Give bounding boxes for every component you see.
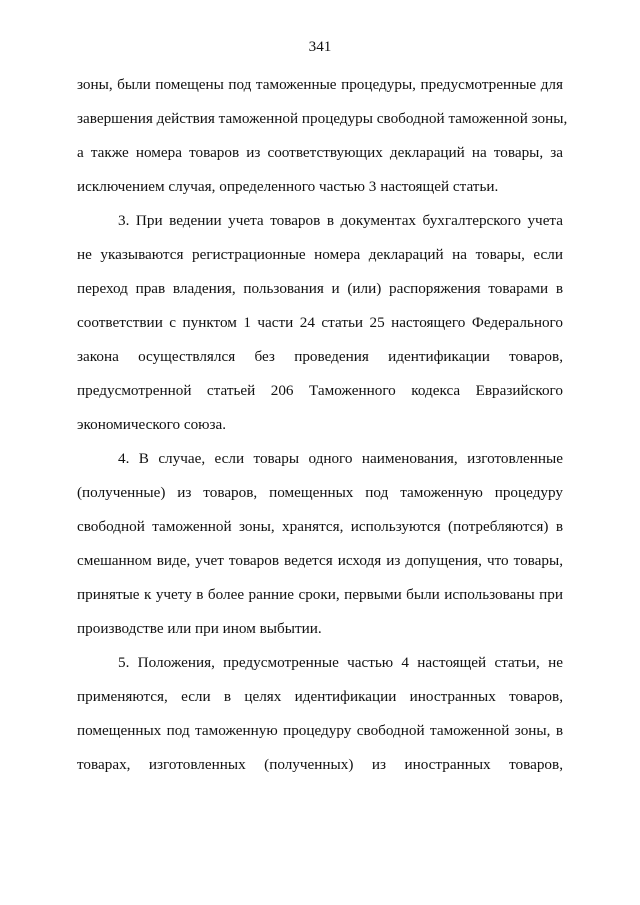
text-line: зоны, были помещены под таможенные процедуры, предусмотренные для — [77, 76, 563, 93]
text-line: экономического союза. — [77, 416, 227, 433]
paragraph-4 — [77, 442, 563, 646]
text-line: предусмотренной статьей 206 Таможенного кодекса Евразийского — [77, 382, 563, 399]
text-line: завершения действия таможенной процедуры свободной таможенной зоны, — [77, 110, 568, 127]
text-line: товарах, изготовленных (полученных) из иностранных товаров, — [77, 756, 563, 773]
paragraph-5 — [77, 646, 563, 782]
text-line: смешанном виде, учет товаров ведется исходя из допущения, что товары, — [77, 552, 563, 569]
text-line: а также номера товаров из соответствующих деклараций на товары, за — [77, 144, 563, 161]
text-line: 5. Положения, предусмотренные частью 4 настоящей статьи, не — [118, 654, 563, 671]
page-number: 341 — [308, 38, 332, 55]
text-line: помещенных под таможенную процедуру свободной таможенной зоны, в — [77, 722, 563, 739]
text-line: переход прав владения, пользования и (или) распоряжения товарами в — [77, 280, 563, 297]
text-line: 4. В случае, если товары одного наименования, изготовленные — [118, 450, 563, 467]
text-line: исключением случая, определенного частью 3 настоящей статьи. — [77, 178, 499, 195]
text-line: (полученные) из товаров, помещенных под таможенную процедуру — [77, 484, 563, 501]
text-line: свободной таможенной зоны, хранятся, используются (потребляются) в — [77, 518, 563, 535]
text-line: не указываются регистрационные номера деклараций на товары, если — [77, 246, 563, 263]
text-line: 3. При ведении учета товаров в документах бухгалтерского учета — [118, 212, 563, 229]
paragraph-continuation — [77, 68, 568, 204]
paragraph-3 — [77, 204, 563, 442]
text-line: соответствии с пунктом 1 части 24 статьи 25 настоящего Федерального — [77, 314, 563, 331]
text-line: принятые к учету в более ранние сроки, первыми были использованы при — [77, 586, 563, 603]
text-line: закона осуществлялся без проведения идентификации товаров, — [77, 348, 563, 365]
document-body — [77, 68, 568, 782]
text-line: производстве или при ином выбытии. — [77, 620, 322, 637]
text-line: применяются, если в целях идентификации иностранных товаров, — [77, 688, 563, 705]
